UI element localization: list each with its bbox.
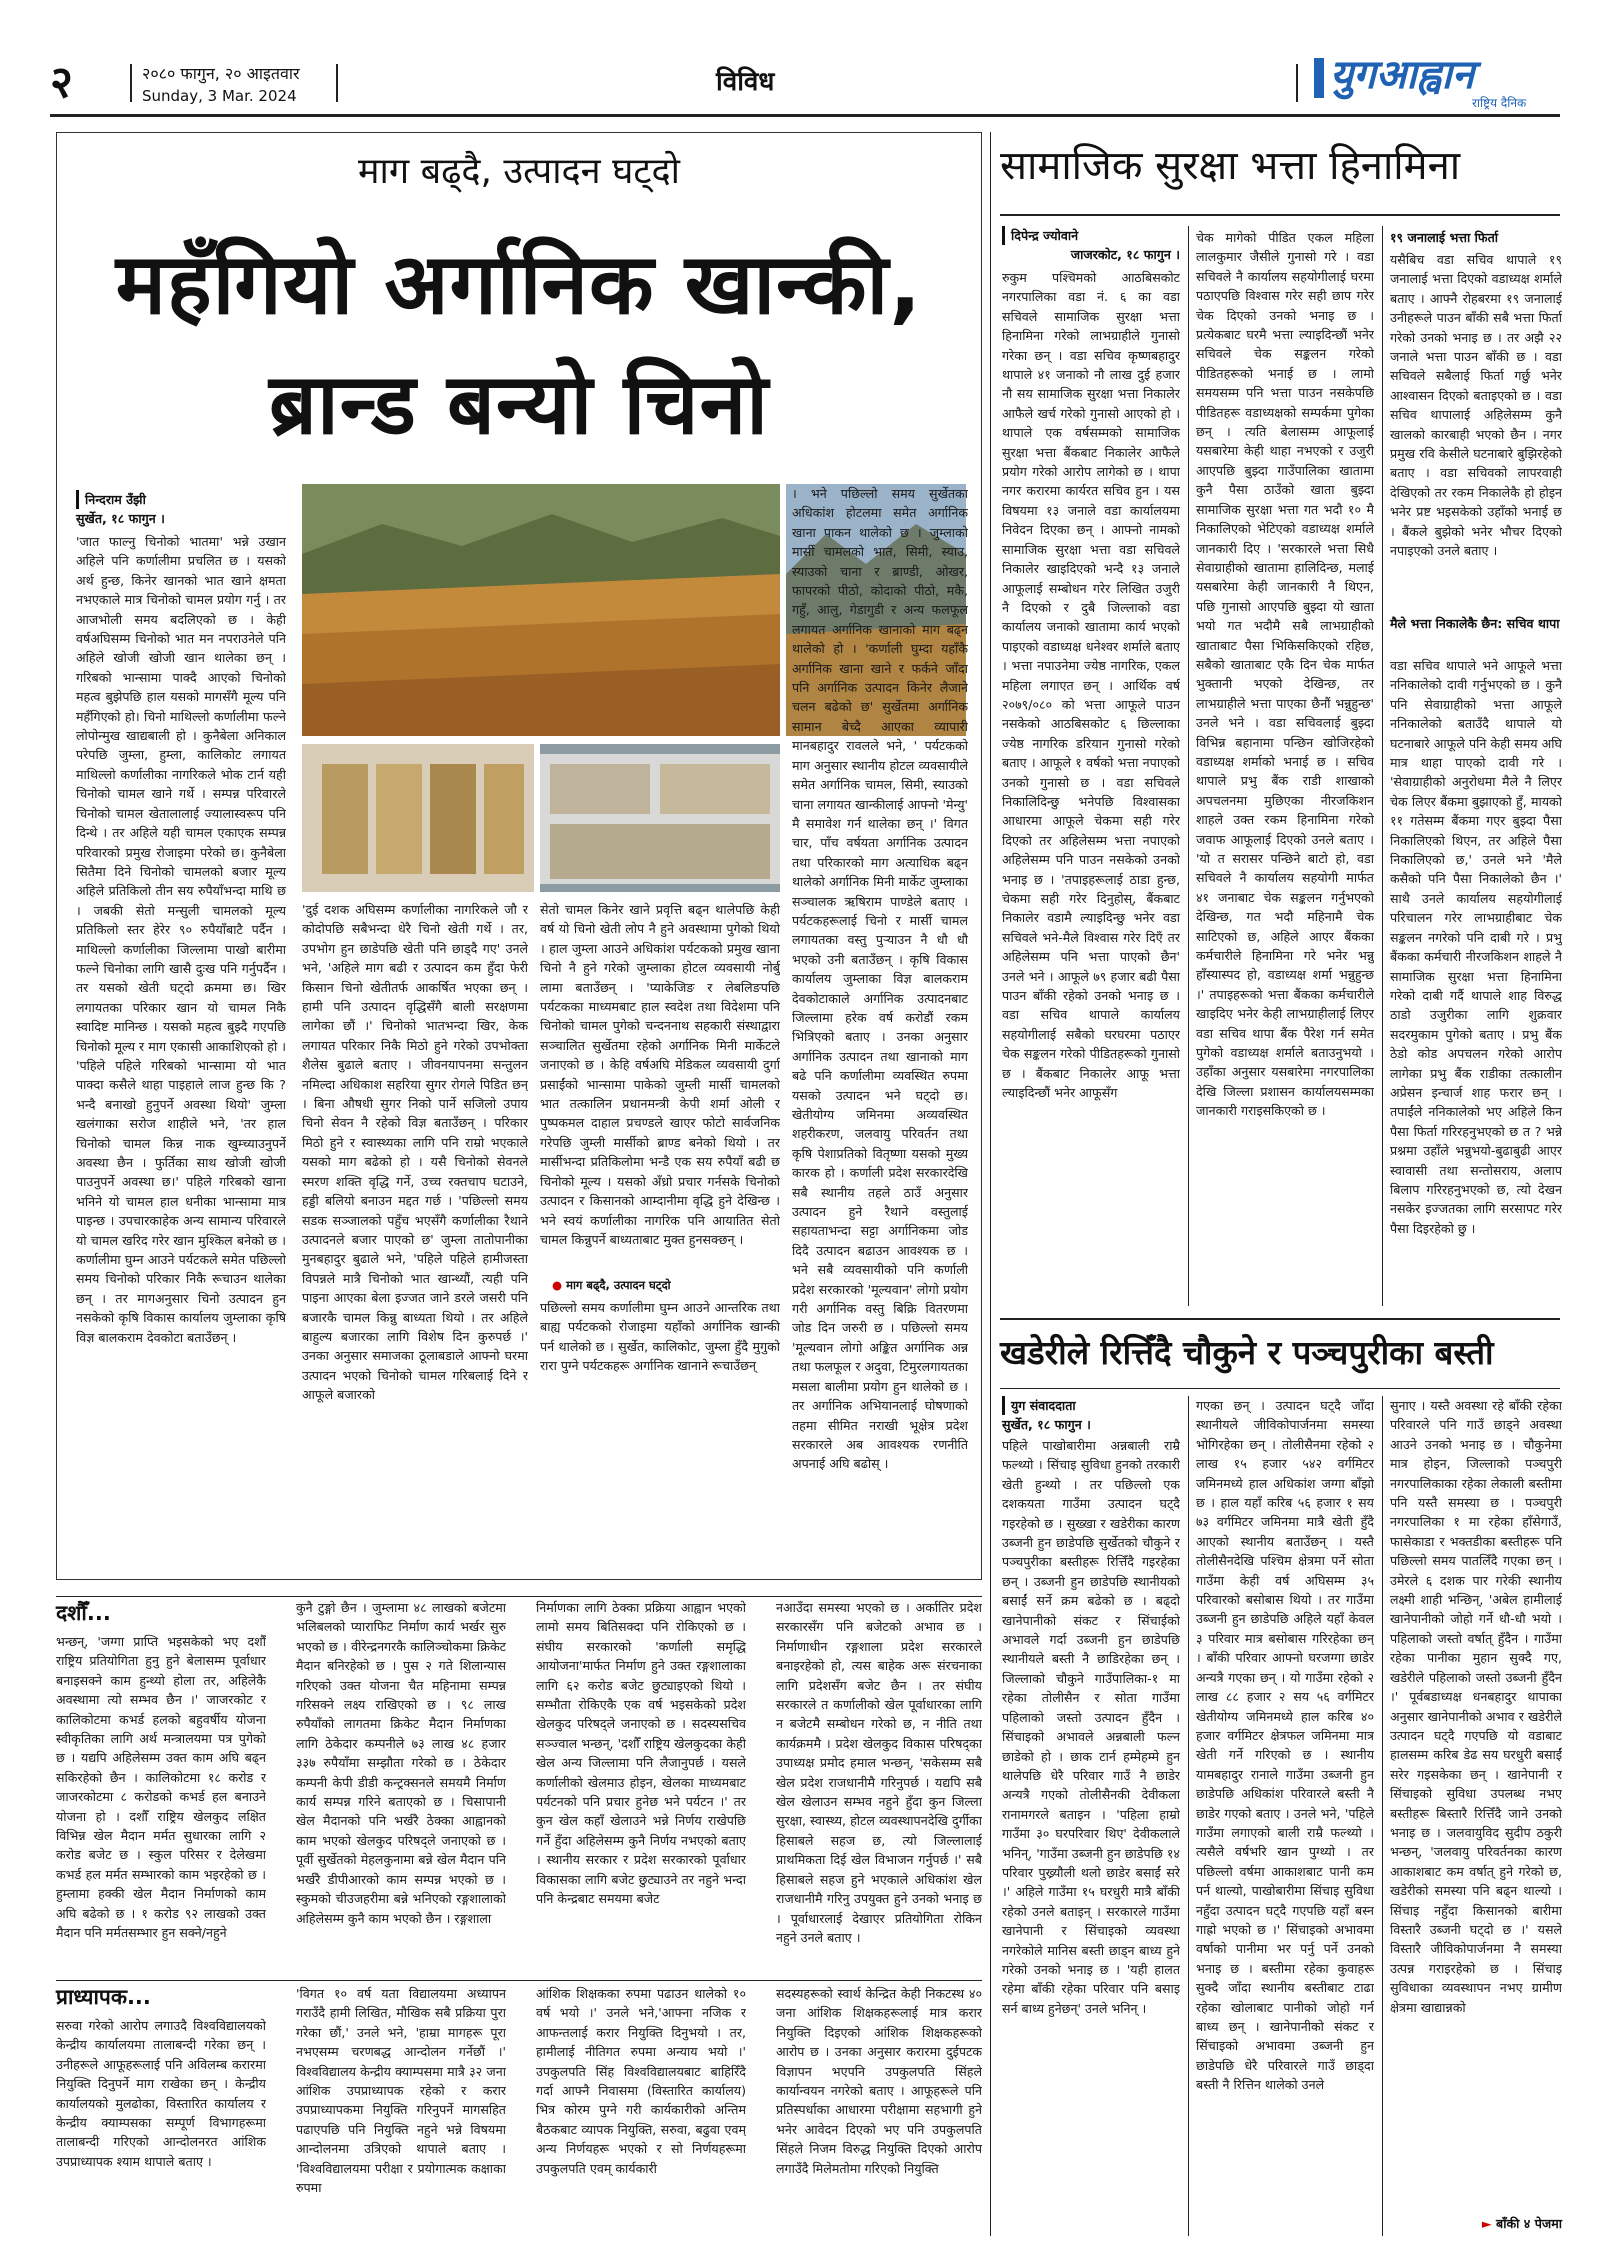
- section-rule-left-2: [56, 1980, 982, 1981]
- dashain-col-3: निर्माणका लागि ठेक्का प्रक्रिया आह्वान भएको लामो समय बितिसक्दा पनि रोकिएको छ । संघीय सरकारको 'कर्णाली समृद्धि आयोजना'मार्फत निर्माण हुने उक्त रङ्गशालाका लागि ६२ करोड बजेट छुट्याइएको थियो । सम्भौता रोकिएकै एक वर्ष भइसकेको प्रदेश खेलकुद परिषद्ले जनाएको छ । सदस्यसचिव सञ्ज्वाल भन्छन्, 'दशौँ राष्ट्रिय खेलकुदका केही खेल अन्य जिल्लामा पनि लैजानुपर्छ । यसले कर्णालीको खेलमाउ होइन, खेलका माध्यमबाट पर्यटनको पनि प्रचार हुनेछ भने पर्यटन ।' तर कुन खेल कहाँ खेलाउने भन्ने निर्णय राखेपछि गर्ने हुँदा अहिलेसम्म कुनै निर्णय नभएको बताए । स्थानीय सरकार र प्रदेश सरकारको पूर्वाधार विकासका लागि बजेट छुट्याउने तर नहुने भन्दा पनि केन्द्रबाट समयमा बजेट: [536, 1600, 746, 1907]
- drought-byline-name: युग संवाददाता: [1002, 1396, 1180, 1415]
- drought-byline: [1002, 1396, 1180, 1434]
- lead-photo-field: [302, 484, 780, 736]
- lead-col-2: 'दुई दशक अघिसम्म कर्णालीका नागरिकले जौ र कोदोपछि सबैभन्दा धेरै चिनो खेती गर्थे । तर, उपभोग हुन छाडेपछि खेती पनि छाड्दै गए' उनले भने, 'अहिले माग बढी र उत्पादन कम हुँदा फेरी किसान चिनो खेतीतर्फ आकर्षित भएका छन् । हामी पनि उत्पादन वृद्धिसँगै बाली सरक्षणमा लागेका छौं ।' चिनोको भातभन्दा खिर, केक लगायत परिकार निकै मिठो हुने गरेको उपभोक्ता शैलेस बुढाले बताए । जीवनयापनमा सन्तुलन नमिल्दा अधिकाश सहरिया सुगर रोगले पिडित छन् । बिना औषधी सुगर निको पार्ने सजिलो उपाय चिनो सेवन नै रहेको विज्ञ बताउँछन् । परिकार मिठो हुने र स्वास्थ्यका लागि पनि राम्रो भएकाले यसको माग बढेको हो । यसै चिनोको सेवनले स्मरण शक्ति वृद्धि गर्ने, उच्च रक्तचाप घटाउने, हड्डी बलियो बनाउन मद्दत गर्छ । 'पछिल्लो समय सडक सञ्जालको पहुँच भएसँगै कर्णालीका रैथाने उत्पादनले बजार पाएको छ' जुम्ला तातोपानीका मुनबहादुर बुढाले भने, 'पहिले पहिले हामीजस्ता विपन्नले मात्रै चिनोको भात खान्थ्यौं, त्यही पनि पाइना आएका बेला इज्जत जाने डरले जसरी पनि बजारकै चामल किन्नु बाध्यता थियो । तर अहिले बाहुल्य बजारका लागि विशेष दिन कुरुपर्छ ।' उनका अनुसार समाजका ठूलाबडाले आफ्नो घरमा उत्पादन भएको चिनोको चामल गरिबलाई दिने र आफूले बजारको: [302, 902, 528, 1403]
- drought-continued: [1390, 2214, 1562, 2233]
- lead-byline: [76, 490, 286, 528]
- social-col-3b: वडा सचिव थापाले भने आफूले भत्ता ननिकालेको दावी गर्नुभएको छ । कुनै पनि सेवाग्राहीको भत्ता आफूले ननिकालेको बताउँदै थापाले यो घटनाबारे आफूले पनि केही समय अघि मात्र थाहा पाएको दावी गरे । 'सेवाग्राहीको अनुरोधमा मैले नै लिएर चेक लिएर बैंकमा बुझाएको हुँ, मायको ११ गतेसम्म बैंकमा गएर बुझ्दा पैसा निकालिएको थिएन, तर अहिले पैसा निकालिएको छ,' उनले भने 'मैले कसैको पनि पैसा निकालेको छैन ।' साथै उनले कार्यालय सहयोगीलाई परिचालन गरेर लाभग्राहीबाट चेक सङ्कलन नगरेको पनि दाबी गरे । प्रभु बैंकका कर्मचारी नीरजकिशन शाहले नै सामाजिक सुरक्षा भत्ता हिनामिना गरेको दाबी गर्दै थापाले शाह विरुद्ध ठाडो उजुरीका लागि शुक्रवार सदरमुकाम पुगेको बताए । प्रभु बैंक ठेडो कोड अपचलन गरेको आरोप लागेका प्रभु बैंक राडीका तत्कालीन अप्रेसन इन्चार्ज शाह फरार छन् । तपाईंले ननिकालेको भए अहिले किन पैसा फिर्ता गरिरहनुभएको छ त ? भन्ने प्रश्नमा उहाँले भन्नुभयो-बुढाबुढी आएर स्वावासी तथा सन्तोसराय, अलाप बिलाप गरिरहनुभएको छ, त्यो देखन नसकेर इज्जतका लागि सरसापट गरेर पैसा दिइरहेको छु ।: [1390, 658, 1562, 1236]
- professor-col-2: 'विगत १० वर्ष यता विद्यालयमा अध्यापन गराउँदै हामी लिखित, मौखिक सबै प्रक्रिया पुरा गरेका छौं,' उनले भने, 'हाम्रा मागहरू पूरा नभएसम्म चरणबद्ध आन्दोलन गर्नेछौं ।' विश्वविद्यालय केन्द्रीय क्याम्पसमा मात्रै ३२ जना आंशिक उपप्राध्यापक रहेको र करार उपप्राध्यापकमा नियुक्ति गरिनुपर्ने मागसहित पढाएपछि पनि नियुक्ति नहुने भन्ने विषयमा आन्दोलनमा उत्रिएको थापाले बताए । 'विश्वविद्यालयमा परीक्षा र प्रयोगात्मक कक्षाका रुपमा: [296, 1986, 506, 2196]
- social-col-sep-1: [1188, 226, 1189, 1306]
- logo-text: युगआह्वान: [1330, 52, 1475, 98]
- drought-col-sep-2: [1382, 1396, 1383, 2236]
- store-shelf-photo: [540, 744, 780, 892]
- drought-byline-place: सुर्खेत, १८ फागुन ।: [1002, 1417, 1091, 1432]
- lead-col-3: सेतो चामल किनेर खाने प्रवृत्ति बढ्न थालेपछि केही वर्ष यो चिनो खेती लोप नै हुने अवस्थामा पुगेको थियो । हाल जुम्ला आउने अधिकांश पर्यटकको प्रमुख खाना चिनो नै हुने गरेको जुम्लाका होटल व्यवसायी नोर्बु लामा बताउँछन् । 'प्याकेजिङ र लेबलिङपछि पर्यटकका माध्यमबाट हाल स्वदेश तथा विदेशमा पनि चिनोको चामल पुगेको चन्दननाथ सहकारी संस्थाद्वारा सञ्चालित सुर्खेतमा रहेको अर्गानिक मिनी मार्केटले जनाएको छ । केहि वर्षअघि मेडिकल व्यवसायी दुर्गा प्रसाईंको भान्सामा पाकेको जुम्ली मार्सी चामलको भात तत्कालिन प्रधानमन्त्री केपी शर्मा ओली र पुष्पकमल दाहाल प्रचण्डले खाएर फोटो सार्वजनिक गरेपछि जुम्ली मार्सीको ब्राण्ड बनेको थियो । तर मार्सीभन्दा प्रतिकिलोमा भन्डै एक सय रुपैयाँ बढी छ चिनोको मूल्य । यसको अँध्रो प्रचार गर्नसके चिनोको उत्पादन र किसानको आम्दानीमा वृद्धि हुने देखिन्छ । भने स्वयं कर्णालीका नागरिक पनि आयातित सेतो चामल किन्नुपर्ने बाध्यताबाट मुक्त हुनसक्छन् ।: [540, 902, 780, 1247]
- vertical-column-divider: [990, 132, 991, 2236]
- social-byline-place: जाजरकोट, १८ फागुन ।: [1070, 247, 1180, 262]
- social-sub-heading-2: मैले भत्ता निकालेकै छैन: सचिव थापा: [1390, 616, 1560, 631]
- lead-kicker: माग बढ्दै, उत्पादन घट्दो: [358, 151, 680, 192]
- dashain-col-4: नआउँदा समस्या भएको छ । अर्कातिर प्रदेश सरकारसँग पनि बजेटको अभाव छ । निर्माणाधीन रङ्गशाला प्रदेश सरकारले बनाइरहेको हो, त्यस बाहेक अरू संरचनाका लागि प्रदेशसँग बजेट छैन । तर संघीय सरकारले त कर्णालीको खेल पूर्वाधारका लागि न बजेटमै सम्बोधन गरेको छ, न नीति तथा कार्यक्रममै । प्रदेश खेलकुद विकास परिषद्का उपाध्यक्ष प्रमोद हमाल भन्छन्, 'सकेसम्म सबै खेल प्रदेश राजधानीमै गरिनुपर्छ । यद्यपि सबै खेल खेलाउन सम्भव नहुने हुँदा कुन जिल्ला सुरक्षा, स्वास्थ्य, होटल व्यवस्थापनदेखि दुर्गीका हिसाबले सहज छ, त्यो जिल्लालाई प्राथमिकता दिई खेल विभाजन गर्नुपर्छ ।' सबै हिसाबले सहज हुने भएकाले अधिकांश खेल राजधानीमै गरिनु उपयुक्त हुने उनको भनाइ छ । पूर्वाधारलाई देखाएर प्रतियोगिता रोकिन नहुने उनले बताए ।: [776, 1600, 982, 1945]
- social-headline-rule: [1000, 214, 1560, 216]
- millet-field-photo: [302, 484, 780, 736]
- lead-col-3-continued: पछिल्लो समय कर्णालीमा घुम्न आउने आन्तरिक तथा बाह्य पर्यटकको रोजाइमा यहाँको अर्गानिक खान्की पर्न थालेको छ । सुर्खेत, कालिकोट, जुम्ला हुँदै मुगुको रारा पुग्ने पर्यटकहरू अर्गानिक खानाने रूचाउँछन्: [540, 1300, 780, 1374]
- social-col-sep-2: [1382, 226, 1383, 1306]
- logo: [1312, 52, 1558, 108]
- social-col-2: चेक मागेको पीडित एकल महिला लालकुमार जैसीले गुनासो गरे । वडा सचिवले नै कार्यालय सहयोगीलाई घरमा पठाएपछि विश्वास गरेर सही छाप गरेर चेक दिएको उनको भनाइ छ । प्रत्येकबाट घरमै भत्ता ल्याइदिन्छौं भनेर सचिवले चेक सङ्कलन गरेको पीडितहरूको भनाई छ । लामो समयसम्म पनि भत्ता पाउन नसकेपछि पीडितहरू वडाध्यक्षको सम्पर्कमा पुगेका छन् । त्यति बेलासम्म आफूलाई यसबारेमा केही थाहा नभएको र उजुरी आएपछि बुझ्दा गाउँपालिका खातामा कुनै पैसा ठाउँको खाता बुझ्दा सामाजिक सुरक्षा भत्ता गत भदौ १० मै निकालिएको भेटिएको वडाध्यक्ष शर्माले जानकारी दिए । 'सरकारले भत्ता सिधै सेवाग्राहीको खातामा हालिदिन्छ, मलाई यसबारेमा केही जानकारी नै थिएन, पछि गुनासो आएपछि बुझ्दा यो खाता भयो गत भदौमै सबै लाभग्राहीको खाताबाट पैसा भिकिसकिएको रहिछ, सबैको खाताबाट एकै दिन चेक मार्फत भुक्तानी भएको देखिन्छ, तर लाभग्राहीले भत्ता पाएका छैनौं भन्नुहुन्छ' उनले भने । वडा सचिवलाई बुझ्दा विभिन्न बहानामा पन्छिन खोजिरहेको वडाध्यक्ष शर्माको भनाई छ । सचिव थापाले प्रभु बैंक राडी शाखाको अपचलनमा मुछिएका नीरजकिशन शाहले उक्त रकम हिनामिना गरेको जवाफ आफूलाई दिएको उनले बताए । 'यो त सरासर पन्छिने बाटो हो, वडा सचिवले नै कार्यालय सहयोगी मार्फत ४१ जनाबाट चेक सङ्कलन गर्नुभएको देखिन्छ, गत भदौ महिनामै चेक साटिएको छ, अहिले आएर बैंकका कर्मचारीले हिनामिना गरे भनेर भन्नु हाँस्यास्पद हो, वडाध्यक्ष शर्मा भन्नुहुन्छ ।' तपाइहरूको भत्ता बैंकका कर्मचारीले खाइदिए भनेर केही लाभग्राहीलाई लिएर वडा सचिव थापा बैंक पैरेश गर्न समेत पुगेको वडाध्यक्ष शर्माले बताउनुभयो । उहाँका अनुसार यसबारेमा नगरपालिका देखि जिल्ला प्रशासन कार्यालयसम्मका जानकारी गराइसकिएको छ ।: [1196, 230, 1374, 1119]
- header-divider-1: [130, 64, 132, 102]
- dashain-heading: दशौँ...: [56, 1601, 111, 1625]
- social-headline: सामाजिक सुरक्षा भत्ता हिनामिना: [1000, 143, 1461, 189]
- professor-col-1: सरुवा गरेको आरोप लगाउदै विश्वविद्यालयको केन्द्रीय कार्यालयमा तालाबन्दी गरेका छन् । उनीहरूले आफूहरूलाई पनि अविलम्ब करारमा नियुक्ति दिनुपर्ने माग राखेका छन् । केन्द्रीय कार्यालयको मुलढोका, विस्तारित कार्यालय र केन्द्रीय क्याम्पसका सम्पूर्ण विभागहरूमा तालाबन्दी गरिएको आन्दोलनरत आंशिक उपप्राध्यापक श्याम थापाले बताए ।: [56, 2018, 266, 2169]
- drought-col-sep-1: [1188, 1396, 1189, 2236]
- date-bs: २०८० फागुन, २० आइतवार: [142, 64, 300, 83]
- dashain-col-1: भन्छन्, 'जग्गा प्राप्ति भइसकेको भए दशौँ राष्ट्रिय प्रतियोगिता हुनु हुने बेलासम्म पूर्वाधार बनाइसक्ने काम हुन्थ्यो होला तर, अहिलेकै अवस्थामा त्यो सम्भव छैन ।' जाजरकोट र कालिकोटमा कभर्ड हलको बहुवर्षीय योजना स्वीकृतिका लागि अर्थ मन्त्रालयमा पत्र पुगेको छ । यद्यपि अहिलेसम्म उक्त काम अघि बढ्न सकिरहेको छैन । कालिकोटमा १८ करोड र जाजरकोटमा ८ करोडको कभर्ड हल बनाउने योजना हो । दशौँ राष्ट्रिय खेलकुद लक्षित विभिन्न खेल मैदान मर्मत सुधारका लागि २ करोड बजेट छ । स्कुल परिसर र देलेखमा कभर्ड हल मर्मत सम्भारको काम भइरहेको छ । हुम्लामा हक्की खेल मैदान निर्माणको काम अघि बढेको छ । १ करोड ९२ लाखको उक्त मैदान पनि मर्मतसम्भार हुन सक्ने/नहुने: [56, 1634, 266, 1941]
- arrow-icon: ►: [1481, 2216, 1492, 2231]
- drought-col-1: पहिले पाखोबारीमा अन्नबाली राम्रै फल्थ्यो । सिंचाइ सुविधा हुनको तरकारी खेती हुन्थ्यो । तर पछिल्लो एक दशकयता गाउँमा उत्पादन घट्दै गइरहेको छ । सुख्खा र खडेरीका कारण उब्जनी हुन छाडेपछि सुर्खेतको चौकुने र पञ्चपुरीका बस्तीहरू रित्तिँदै गइरहेका छन् । उब्जनी हुन छाडेपछि स्थानीयको बसाईं सर्ने क्रम बढेको छ । बढ्दो खानेपानीको संकट र सिंचाईको अभावले गर्दा उब्जनी हुन छाडेपछि स्थानीयले बस्ती नै छाडिरहेका छन् । जिल्लाको चौकुने गाउँपालिका-१ मा रहेका तोलीसैन र सोता गाउँमा पहिलाको जस्तो उत्पादन हुँदैन । सिंचाइको अभावले अन्नबाली फल्न छाडेको हो । छाक टार्न हम्मेहम्मे हुन थालेपछि धेरै परिवार गाउँ नै छाडेर अन्यत्रै गएको तोलीसैनकी देवीकला रानामगरले बताइन । 'पहिला हाम्रो गाउँमा ३० घरपरिवार थिए' देवीकलाले भनिन्, 'गाउँमा उब्जनी हुन छाडेपछि १४ परिवार पुख्र्यौली थलो छाडेर बसाईं सरे ।' अहिले गाउँमा १५ घरधुरी मात्रै बाँकी रहेको उनले बताइन् । सरकारले गाउँमा खानेपानी र सिंचाइको व्यवस्था नगरेकोले मानिस बस्ती छाड्न बाध्य हुने गरेको उनको भनाइ छ । 'यही हालत रहेमा बाँकी रहेका परिवार पनि बसाइ सर्न बाध्य हुनेछन्' उनले भनिन् ।: [1002, 1438, 1180, 2016]
- lead-headline-line-1: महँगियो अर्गानिक खान्की,: [115, 235, 923, 333]
- drought-headline: खडेरीले रित्तिँदै चौकुने र पञ्चपुरीका बस्ती: [1000, 1333, 1494, 1372]
- lead-byline-name: निन्दराम उँझी: [76, 490, 286, 509]
- section-rule-right: [1000, 1318, 1560, 1320]
- lead-photo-shelf: [540, 744, 780, 892]
- date-ad: Sunday, 3 Mar. 2024: [142, 87, 297, 105]
- rice-packets-photo: [302, 744, 534, 892]
- section-title: विविध: [716, 67, 775, 97]
- dashain-col-2: कुनै टुङ्गो छैन । जुम्लामा ४८ लाखको बजेटमा भलिबलको प्याराफिट निर्माण कार्य भर्खर सुरु भएको छ । वीरेन्द्रनगरकै कालिञ्चोकमा क्रिकेट मैदान बनिरहेको छ । पुस २ गते शिलान्यास गरिएको उक्त योजना चैत महिनामा सम्पन्न गरिसक्ने लक्ष्य राखिएको छ । ९८ लाख रुपैयाँको लागतमा क्रिकेट मैदान निर्माणका लागि ठेकेदार कम्पनीले ७३ लाख ४८ हजार ३३७ रुपैयाँमा सम्झौता गरेको छ । ठेकेदार कम्पनी केपी डीडी कन्ट्रक्सनले समयमै निर्माण कार्य सम्पन्न गरिने बताएको छ । चिसापानी खेल मैदानको पनि भर्खरै ठेक्का आह्वानको काम भएको खेलकुद परिषद्ले जनाएको छ । पूर्वी सुर्खेतको मेहलकुनामा बन्ने खेल मैदान पनि भर्खरै डीपीआरको काम सम्पन्न भएको छ । स्कुमको चीउजहरीमा बन्ने भनिएको रङ्गशालाको अहिलेसम्म कुनै काम भएको छैन । रङ्गशाला: [296, 1600, 506, 1926]
- social-col-3a: यसैबिच वडा सचिव थापाले १९ जनालाई भत्ता दिएको वडाध्यक्ष शर्माले बताए । आफ्नै रोहबरमा १९ जनालाई उनीहरूले पाउन बाँकी सबै भत्ता फिर्ता गरेको उनको भनाइ छ । तर अझै २२ जनाले भत्ता पाउन बाँकी छ । वडा सचिवले सबैलाई फिर्ता गर्छु भनेर आश्वासन दिएको बताइएको छ । वडा सचिव थापालाई अहिलेसम्म कुनै खालको कारबाही भएको छैन । नगर प्रमुख रवि केसीले घटनाबारे बुझिरहेको बताए । वडा सचिवको लापरवाही देखिएको तर रकम निकालेकै हो होइन भनेर प्रष्ट भइसकेको उहाँको भनाई छ । बैंकले बुझेको भनेर भौचर दिएको नपाइएको उनले बताए ।: [1390, 252, 1562, 559]
- lead-col-1: 'जात फाल्नु चिनोको भातमा' भन्ने उखान अहिले पनि कर्णालीमा प्रचलित छ । यसको अर्थ हुन्छ, किनेर खानको भात खाने क्षमता नभएकाले मात्र चिनोको चामल प्रयोग गर्नु । तर आजभोली समय बदलिएको छ । केही वर्षअघिसम्म चिनोको भात मन नपराउनेले पनि अहिले खोजी खोजी खान थालेका छन् । गरिबको भान्सामा पाक्दै आएको चिनोको महत्व बुझेपछि हाल यसको मागसँगै मूल्य पनि महँगिएको हो। चिनो माथिल्लो कर्णालीमा फल्ने लोपोन्मुख खाद्यबाली हो । कुनैबेला अनिकाल परेपछि जुम्ला, हुम्ला, कालिकोट लगायत माथिल्लो कर्णालीका नागरिकले भोक टार्न यही चिनोको चामल खाने गर्थे । सम्पन्न परिवारले चिनोको चामल खेतालालाई ज्यालास्वरूप पनि दिन्थे । तर अहिले यही चामल एकाएक सम्पन्न परिवारको प्रमुख रोजाइमा परेको छ। कुनैबेला सितैमा दिने चिनोको चामलको बजार मूल्य अहिले प्रतिकिलो तीन सय रुपैयाँभन्दा माथि छ । जबकी सेतो मन्सुली चामलको मूल्य प्रतिकिलो स्तर हेरेर ९० रुपैयाँबाटै पर्दैन । माथिल्लो कर्णालीका जिल्लामा पाखो बारीमा फल्ने चिनोका लागि खासै दुःख पनि गर्नुपर्दैन । तर यसको खेती घट्दो क्रममा छ। खिर लगायतका परिकार खान यो चामल निकै स्वादिष्ट मानिन्छ । यसको महत्व बुझ्दै गएपछि चिनोको मूल्य र माग एकासी आकाशिएको हो । 'पहिले पहिले गरिबको भान्सामा यो भात पाक्दा कसैले थाहा पाइहाले लाज हुन्छ कि ? भन्दै बनाखो हुनुपर्ने अवस्था थियो' जुम्ला खलंगाका सरोज शाहीले भने, 'तर हाल चिनोको चामल किन्न नाक खुम्च्याउनुपर्ने अवस्था छैन । फुर्तिका साथ खोजी खोजी पाउनुपर्ने अवस्था छ।' पहिले गरिबको खाना भनिने यो चामल हाल धनीका भान्सामा मात्र पाइन्छ । उपचारकाहेक अन्य सामान्य परिवारले यो चामल खरिद गरेर खान मुश्किल बनेको छ । कर्णालीमा घुम्न आउने पर्यटकले समेत पछिल्लो समय चिनोको परिकार निकै रूचाउन थालेका छन् । तर मागअनुसार चिनो उत्पादन हुन नसकेको कृषि विकास कार्यालय जुम्लाका कृषि विज्ञ बालकराम देवकोटा बताउँछन् ।: [76, 534, 286, 1345]
- logo-tagline: राष्ट्रिय दैनिक: [1472, 96, 1527, 110]
- professor-col-3: आंशिक शिक्षकका रुपमा पढाउन थालेको १० वर्ष भयो ।' उनले भने,'आफ्ना नजिक र आफन्तलाई करार नियुक्ति दिनुभयो । तर, हामीलाई नीतिगत रुपमा अन्याय भयो ।' उपकुलपति सिंह विश्वविद्यालयबाट बाहिरिँदै गर्दा आफ्नै निवासमा (विस्तारित कार्यालय) भित्र कोरम पुग्ने गरी कार्यकारीको अन्तिम बैठकबाट व्यापक नियुक्ति, सरुवा, बढुवा एवम् अन्य निर्णयहरू भएको र सो निर्णयहरूमा उपकुलपति एवम् कार्यकारी: [536, 1986, 746, 2176]
- social-sub-heading-1: १९ जनालाई भत्ता फिर्ता: [1390, 230, 1499, 245]
- lead-caption-label: माग बढ्दै, उत्पादन घट्दो: [566, 1278, 671, 1292]
- lead-photo-packets: [302, 744, 534, 892]
- drought-continued-label: बाँकी ४ पेजमा: [1496, 2216, 1562, 2231]
- professor-col-4: सदस्यहरूको स्वार्थ केन्द्रित केही निकटस्थ ४० जना आंशिक शिक्षकहरूलाई मात्र करार नियुक्ति दिइएको आंशिक शिक्षकहरूको आरोप छ । उनका अनुसार करारमा दुईपटक विज्ञापन भएपनि उपकुलपति सिंहले कार्यान्वयन नगरेको बताए । आफूहरूले पनि प्रतिस्पर्धाका आधारमा परीक्षामा सहभागी हुने भनेर आवेदन दिएको भए पनि उपकुलपति सिंहले निजम विरुद्ध नियुक्ति दिएको आरोप लगाउँदै मिलेमतोमा गरिएको नियुक्ति: [776, 1986, 982, 2176]
- social-col-1: रुकुम पश्चिमको आठबिसकोट नगरपालिका वडा नं. ६ का वडा सचिवले सामाजिक सुरक्षा भत्ता हिनामिना गरेको लाभग्राहीले गुनासो गरेका छन् । वडा सचिव कृष्णबहादुर थापाले ४१ जनाको नौ लाख दुई हजार नौ सय सामाजिक सुरक्षा भत्ता निकालेर आफैले खर्च गरेको गुनासो आएको हो । थापाले एक वर्षसम्मको सामाजिक सुरक्षा भत्ता बैंकबाट निकालेर आफैले प्रयोग गरेको आरोप लागेको छ । थापा नगर करारमा कार्यरत सचिव हुन । यस विषयमा १३ जनाले वडा कार्यालयमा निवेदन दिएका छन् । आफ्नो नामको सामाजिक सुरक्षा भत्ता वडा सचिवले निकालेर खाइदिएको भन्दै १३ जनाले आफूलाई सम्बोधन गरेर लिखित उजुरी नै दिएको र दुबै जिल्लाको वडा कार्यालय जनाको खातामा कार्य भएको पाइएको वडाध्यक्ष धनेश्वर शर्माले बताए । भत्ता नपाउनेमा ज्येष्ठ नागरिक, एकल महिला लगाएत छन् । आर्थिक वर्ष २०७९/०८० को भत्ता आफूले पाउन नसकेको आठबिसकोट ६ छिल्लाका ज्येष्ठ नागरिक डरियान गुनासो गरेको बताए । आफूले १ वर्षको भत्ता नपाएको उनको गुनासो छ । वडा सचिवले निकालिदिन्छु भनेपछि विश्वासका आधारमा आफूले चेकमा सही गरेर दिएको तर अहिलेसम्म भत्ता नपाएको अहिलेसम्म पनि पाउन नसकेको उनको भनाइ छ । 'तपाइहरूलाई ठाडा हुन्छ, चेकमा सही गरेर दिनुहोस्, बैंकबाट निकालेर वडामै ल्याइदिन्छु भनेर वडा सचिवले भने-मैले विश्वास गरेर दिएँ तर अहिलेसम्म पनि भत्ता पाएको छैन' उनले भने । आफूले ७९ हजार बढी पैसा पाउन बाँकी रहेको उनको भनाइ छ । वडा सचिव थापाले कार्यालय सहयोगीलाई सबैको घरघरमा पठाएर चेक सङ्कलन गरेको पीडितहरूको गुनासो छ । बैंकबाट निकालेर आफू भत्ता ल्याइदिन्छौं भनेर आफूसँग: [1002, 270, 1180, 1101]
- lead-headline-line-2: ब्रान्ड बन्यो चिनो: [269, 355, 769, 453]
- lead-byline-place: सुर्खेत, १८ फागुन ।: [76, 511, 165, 526]
- header-divider-3: [1296, 64, 1298, 102]
- page-number: २: [50, 57, 73, 108]
- drought-headline-rule: [1000, 1388, 1560, 1389]
- social-byline-name: दिपेन्द्र ज्योवाने: [1002, 226, 1180, 245]
- lead-col-3-caption: [552, 1276, 782, 1295]
- social-byline: [1002, 226, 1180, 264]
- drought-col-2: गएका छन् । उत्पादन घट्दै जाँदा स्थानीयले जीविकोपार्जनमा समस्या भोगिरहेका छन् । तोलीसैनमा रहेको २ लाख १५ हजार ५४२ वर्गमिटर जमिनमध्ये हाल अधिकांश जग्गा बाँझो छ । हाल यहाँ करिब ५६ हजार १ सय ७३ वर्गमिटर जमिनमा मात्रै खेती हुँदै आएको स्थानीय बताउँछन् । यस्तै तोलीसैनदेखि पश्चिम क्षेत्रमा पर्ने सोता गाउँमा केही वर्ष अघिसम्म ३५ परिवारको बसोबास थियो । तर गाउँमा उब्जनी हुन छाडेपछि अहिले यहाँ केवल ३ परिवार मात्र बसोबास गरिरहेका छन् । बाँकी परिवार आफ्नो घरजग्गा छाडेर अन्यत्रै गएका छन् । यो गाउँमा रहेको २ लाख ८८ हजार २ सय ५६ वर्गमिटर खेतीयोग्य जमिनमध्ये हाल करिब ४० हजार वर्गमिटर क्षेत्रफल जमिनमा मात्र खेती गर्ने गरिएको छ । स्थानीय यामबहादुर रानाले गाउँमा उब्जनी हुन छाडेपछि अधिकांश परिवारले बस्ती नै छाडेर गएको बताए । उनले भने, 'पहिले गाउँमा लगाएको बाली राम्रै फल्थ्यो । त्यसैले वर्षभरि खान पुग्थ्यो । तर पछिल्लो वर्षमा आकाशबाट पानी कम पर्न थाल्यो, पाखोबारीमा सिंचाइ सुविधा नहुँदा उत्पादन घट्दै गएपछि यहाँ बस्न गाह्रो भएको छ ।' सिंचाइको अभावमा वर्षाको पानीमा भर पर्नु पर्ने उनको भनाइ छ । बस्तीमा रहेका कुवाहरू सुक्दै जाँदा स्थानीय बस्तीबाट टाढा रहेका खोलाबाट पानीको जोहो गर्न बाध्य छन् । खानेपानीको संकट र सिंचाइको अभावमा उब्जनी हुन छाडेपछि धेरै परिवारले गाउँ छाड्दा बस्ती नै रित्तिन थालेको उनले: [1196, 1398, 1374, 2093]
- drought-col-3: सुनाए । यस्तै अवस्था रहे बाँकी रहेका परिवारले पनि गाउँ छाड्ने अवस्था आउने उनको भनाइ छ । चौकुनेमा मात्र होइन, जिल्लाको पञ्चपुरी नगरपालिकाका रहेका लेकाली बस्तीमा पनि यस्तै समस्या छ । पञ्चपुरी नगरपालिका १ मा रहेका हाँसेगाउँ, फासेकाडा र भक्तडीका बस्तीहरू पनि पछिल्लो समय पातलिँदै गएका छन् । उमेरले ६ दशक पार गरेकी स्थानीय लक्ष्मी शाही भन्छिन्, 'अबेल हामीलाई खानेपानीको जोहो गर्ने धौ-धौ भयो । पहिलाको जस्तो वर्षात् हुँदैन । गाउँमा रहेका पानीका मुहान सुक्दै गए, खडेरीले पहिलाको जस्तो उब्जनी हुँदैन ।' पूर्वबडाध्यक्ष धनबहादुर थापाका अनुसार खानेपानीको अभाव र खडेरीले उत्पादन घट्दै गएपछि यो वडाबाट हालसम्म करिब डेढ सय घरधुरी बसाईं सरेर गइसकेका छन् । खानेपानी र सिंचाइको सुविधा उपलब्ध नभए बस्तीहरू बिस्तारै रित्तिँदै जाने उनको भनाइ छ । जलवायुविद सुदीप ठकुरी भन्छन्, 'जलवायु परिवर्तनका कारण आकाशबाट कम वर्षात् हुने गरेको छ, खडेरीको समस्या पनि बढ्न थाल्यो । सिंचाइ नहुँदा किसानको बारीमा विस्तारै उब्जनी घट्दो छ ।' यसले विस्तारै जीविकोपार्जनमा नै समस्या उत्पन्न गराइरहेको छ । सिंचाइ सुविधाका व्यवस्थापन नभए ग्रामीण क्षेत्रमा खाद्यान्नको: [1390, 1398, 1562, 2015]
- masthead-rule: [50, 114, 1560, 117]
- lead-col-4: । भने पछिल्लो समय सुर्खेतका अधिकांश होटलमा समेत अर्गानिक खाना पाकन थालेको छ । जुम्लाको मार्सी चामलको भात, सिमी, स्याउ, स्याउको चाना र ब्राण्डी, ओखर, फापरको पीठो, कोदाको पीठो, मकै, गहुँ, आलु, गेडागुडी र अन्य फलफूल लगायत अर्गानिक खानाको माग बढ्न थालेको हो । 'कर्णाली घुम्दा यहाँकै अर्गानिक खाना खाने र फर्कने जाँदा पनि अर्गानिक उत्पादन किनेर लैजाने चलन बढेको छ' सुर्खेतमा अर्गानिक सामान बेच्दै आएका व्यापारी मानबहादुर रावलले भने, ' पर्यटकको माग अनुसार स्थानीय होटल व्यवसायीले समेत अर्गानिक चामल, सिमी, स्याउको चाना लगायत खान्कीलाई आफ्नो 'मेन्यु' मै समावेश गर्न थालेका छन् ।' विगत चार, पाँच वर्षयता अर्गानिक उत्पादन तथा परिकारको माग अत्याधिक बढ्न थालेको अर्गानिक मिनी मार्केट जुम्लाका सञ्चालक ऋषिराम पाण्डेले बताए । पर्यटकहरूलाई चिनो र मार्सी चामल लगायतका वस्तु पुऱ्याउन नै धौ धौ भएको उनी बताउँछन् । कृषि विकास कार्यालय जुम्लाका विज्ञ बालकराम देवकोटाकाले अर्गानिक उत्पादनबाट जिल्लामा हरेक वर्ष करोडौं रकम भित्रिएको बताए । उनका अनुसार अर्गानिक उत्पादन तथा खानाको माग बढे पनि कर्णालीमा व्यवस्थित रुपमा यसको उत्पादन भने घट्दो छ। खेतीयोग्य जमिनमा अव्यवस्थित शहरीकरण, जलवायु परिवर्तन तथा कृषि पेशाप्रतिको वितृष्णा यसको मुख्य कारक हो । कर्णाली प्रदेश सरकारदेखि सबै स्थानीय तहले ठाउँ अनुसार उत्पादन हुने रैथाने वस्तुलाई सहायताभन्दा सट्टा अर्गानिकमा जोड दिदै उत्पादन बढाउन आवश्यक छ । भने सबै व्यवसायीको पनि कर्णाली प्रदेश सरकारको 'मूल्यवान' लोगो प्रयोग गरी अर्गानिक वस्तु बिक्रि वितरणमा जोड दिन जरुरी छ । पछिल्लो समय 'मूल्यवान लोगो अङ्कित अर्गानिक अन्न तथा फलफूल र अदुवा, टिमुरलगायतका मसला बालीमा प्रयोग हुन थालेको छ । तर अर्गानिक अभियानलाई घोषणाको तहमा सीमित नराखी भूक्षेत्र प्रदेश सरकारले अब आवश्यक रणनीति अपनाई अघि बढोस् ।: [792, 486, 968, 1472]
- header-divider-2: [336, 64, 338, 102]
- professor-heading: प्राध्यापक...: [56, 1985, 151, 2009]
- bullet-icon: ●: [552, 1278, 563, 1292]
- section-rule-left: [56, 1596, 982, 1597]
